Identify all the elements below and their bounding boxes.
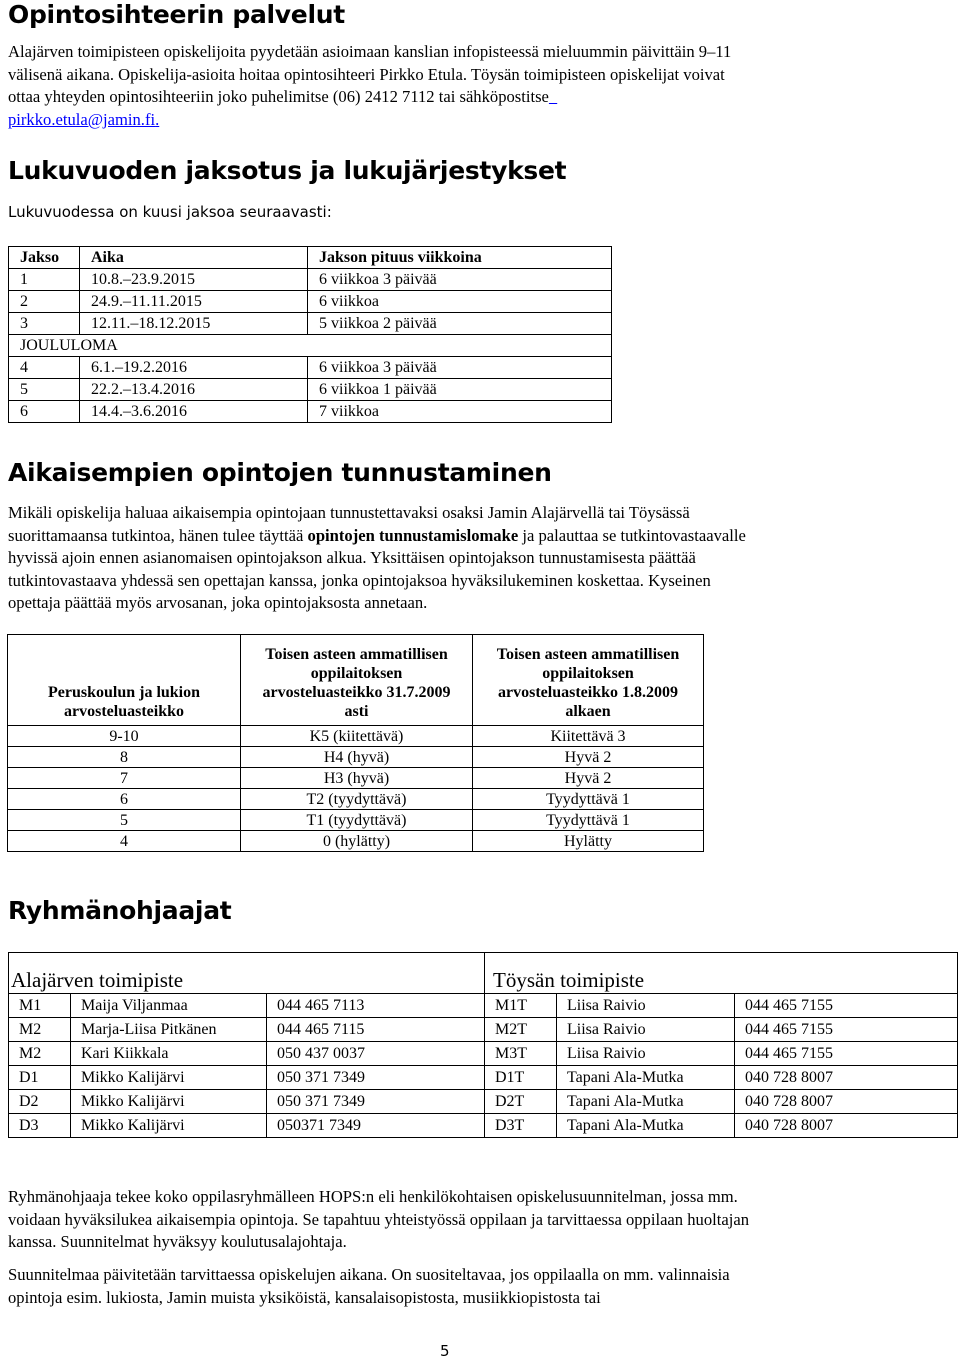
text-line	[8, 86, 958, 109]
advisor-name: Liisa Raivio	[557, 994, 735, 1018]
table-cell: 6	[8, 789, 241, 810]
table-row	[9, 401, 612, 423]
table-cell: 24.9.–11.11.2015	[80, 291, 308, 313]
table-cell: Kiitettävä 3	[473, 726, 704, 747]
group-code: M1	[9, 994, 71, 1018]
text-line: kanssa. Suunnitelmat hyväksyy koulutusalajohtaja.	[8, 1232, 347, 1252]
advisor-name: Tapani Ala-Mutka	[557, 1090, 735, 1114]
phone-number: 050 437 0037	[267, 1042, 485, 1066]
hops-paragraph	[8, 1186, 958, 1254]
text-line: tutkintovastaava yhdessä sen opettajan kanssa, jonka opintojaksoa hyväksilukeminen koskettaa. Kyseinen	[8, 570, 711, 590]
text-line: opintoja esim. lukiosta, Jamin muista yksiköistä, kansalaisopistosta, musiikkiopistosta tai	[8, 1287, 601, 1307]
table-cell: Tyydyttävä 1	[473, 810, 704, 831]
advisor-name: Tapani Ala-Mutka	[557, 1114, 735, 1138]
table-row	[9, 1066, 958, 1090]
update-paragraph	[8, 1264, 958, 1309]
phone-number: 050 371 7349	[267, 1066, 485, 1090]
section-subtitle: Lukuvuodessa on kuusi jaksoa seuraavasti:	[8, 203, 332, 221]
text-line: voidaan hyväksilukea aikaisempia opintoja. Se tapahtuu yhteistyössä oppilaan ja tarvittaessa oppilaan huoltajan	[8, 1209, 749, 1229]
table-cell: H4 (hyvä)	[241, 747, 473, 768]
text-line: välisenä aikana. Opiskelija-asioita hoitaa opintosihteeri Pirkko Etula. Töysän toimipisteen opiskelijat voivat	[8, 64, 725, 84]
table-row	[9, 291, 612, 313]
table-cell: 14.4.–3.6.2016	[80, 401, 308, 423]
tunnustaminen-paragraph	[8, 502, 958, 615]
text-fragment: ja palauttaa se tutkintovastaavalle	[522, 525, 746, 545]
table-row	[9, 1090, 958, 1114]
table-cell: Hyvä 2	[473, 768, 704, 789]
table-cell: 9-10	[8, 726, 241, 747]
text-fragment: ottaa yhteyden opintosihteeriin joko puhelimitse (06) 2412 7112 tai sähköpostitse	[8, 87, 549, 107]
grade-row	[8, 810, 704, 831]
table-cell: 4	[8, 831, 241, 852]
text-line: Alajärven toimipisteen opiskelijoita pyydetään asioimaan kanslian infopisteessä mieluummin päivittäin 9–11	[8, 42, 732, 61]
group-code: M2T	[485, 1018, 557, 1042]
table-cell: 3	[9, 313, 80, 335]
group-code: D2	[9, 1090, 71, 1114]
text-line: hyvissä ajoin ennen asianomaisen opintojakson alkua. Yksittäisen opintojakson tunnustamisesta päättää	[8, 548, 696, 568]
phone-number: 040 728 8007	[735, 1066, 958, 1090]
advisor-name: Marja-Liisa Pitkänen	[71, 1018, 267, 1042]
advisor-name: Mikko Kalijärvi	[71, 1090, 267, 1114]
link-gap	[549, 87, 557, 106]
text-line	[8, 109, 958, 132]
advisor-name: Liisa Raivio	[557, 1042, 735, 1066]
header-cell: Toisen asteen ammatillisen oppilaitoksen arvosteluasteikko 31.7.2009 asti	[241, 635, 473, 726]
table-cell: 1	[9, 269, 80, 291]
table-cell: 4	[9, 357, 80, 379]
table-row	[9, 357, 612, 379]
table-cell: 5	[8, 810, 241, 831]
table-header-row	[9, 247, 612, 269]
table-cell: H3 (hyvä)	[241, 768, 473, 789]
group-code: D1	[9, 1066, 71, 1090]
header-cell: Peruskoulun ja lukion arvosteluasteikko	[8, 635, 241, 726]
text-line: Suunnitelmaa päivitetään tarvittaessa opiskelujen aikana. On suositeltavaa, jos oppilaalla on mm. valinnaisia	[8, 1265, 730, 1284]
phone-number: 044 465 7155	[735, 994, 958, 1018]
section-title-ryhmanohjaajat: Ryhmänohjaajat	[8, 896, 232, 925]
header-cell: Aika	[80, 247, 308, 269]
text-line	[8, 525, 958, 548]
header-cell: Jakson pituus viikkoina	[308, 247, 612, 269]
toysa-heading: Töysän toimipiste	[485, 953, 958, 994]
table-cell: Hylätty	[473, 831, 704, 852]
header-cell: Toisen asteen ammatillisen oppilaitoksen arvosteluasteikko 1.8.2009 alkaen	[473, 635, 704, 726]
header-cell: Jakso	[9, 247, 80, 269]
form-name: opintojen tunnustamislomake	[307, 525, 519, 545]
table-cell: 12.11.–18.12.2015	[80, 313, 308, 335]
grade-row	[8, 768, 704, 789]
phone-number: 050371 7349	[267, 1114, 485, 1138]
phone-number: 044 465 7115	[267, 1018, 485, 1042]
grade-table	[7, 634, 704, 852]
table-row	[9, 379, 612, 401]
table-cell: Tyydyttävä 1	[473, 789, 704, 810]
phone-number: 044 465 7113	[267, 994, 485, 1018]
group-code: D1T	[485, 1066, 557, 1090]
advisor-name: Mikko Kalijärvi	[71, 1066, 267, 1090]
table-cell: Hyvä 2	[473, 747, 704, 768]
table-cell: 8	[8, 747, 241, 768]
table-cell: 5 viikkoa 2 päivää	[308, 313, 612, 335]
group-code: D3	[9, 1114, 71, 1138]
table-row	[9, 1042, 958, 1066]
group-code: M2	[9, 1018, 71, 1042]
table-cell: 10.8.–23.9.2015	[80, 269, 308, 291]
grade-header-row	[8, 635, 704, 726]
phone-number: 040 728 8007	[735, 1090, 958, 1114]
table-row	[9, 1114, 958, 1138]
table-row	[9, 269, 612, 291]
page-number: 5	[440, 1342, 450, 1360]
jakso-table	[8, 246, 612, 423]
advisor-name: Liisa Raivio	[557, 1018, 735, 1042]
grade-row	[8, 831, 704, 852]
grade-row	[8, 747, 704, 768]
table-cell: 22.2.–13.4.2016	[80, 379, 308, 401]
text-line: opettaja päättää myös arvosanan, joka opintojaksosta annetaan.	[8, 593, 428, 613]
table-row	[9, 994, 958, 1018]
table-cell: 2	[9, 291, 80, 313]
group-code: M1T	[485, 994, 557, 1018]
table-cell: 6 viikkoa	[308, 291, 612, 313]
group-code: M2	[9, 1042, 71, 1066]
table-row-holiday	[9, 335, 612, 357]
section-title-opintosihteeri: Opintosihteerin palvelut	[8, 0, 345, 29]
holiday-cell: JOULULOMA	[9, 335, 612, 357]
email-link[interactable]: pirkko.etula@jamin.fi	[8, 109, 156, 129]
group-advisors-table	[8, 952, 958, 1138]
opintosihteeri-paragraph	[8, 41, 958, 131]
alajarvi-heading: Alajärven toimipiste	[9, 953, 485, 994]
table-cell: 5	[9, 379, 80, 401]
text-line: Mikäli opiskelija haluaa aikaisempia opintojaan tunnustettavaksi osaksi Jamin Alajärvellä tai Töysässä	[8, 503, 690, 522]
table-cell: 0 (hylätty)	[241, 831, 473, 852]
table-cell: K5 (kiitettävä)	[241, 726, 473, 747]
advisor-name: Mikko Kalijärvi	[71, 1114, 267, 1138]
table-cell: 7 viikkoa	[308, 401, 612, 423]
table-cell: 6	[9, 401, 80, 423]
table-cell: 6 viikkoa 3 päivää	[308, 269, 612, 291]
phone-number: 050 371 7349	[267, 1090, 485, 1114]
table-cell: 7	[8, 768, 241, 789]
email-period: .	[155, 109, 160, 129]
table-cell: T2 (tyydyttävä)	[241, 789, 473, 810]
section-title-tunnustaminen: Aikaisempien opintojen tunnustaminen	[8, 458, 552, 487]
table-row	[9, 313, 612, 335]
text-line: Ryhmänohjaaja tekee koko oppilasryhmälleen HOPS:n eli henkilökohtaisen opiskelusuunnitelman, jossa mm.	[8, 1187, 738, 1206]
phone-number: 040 728 8007	[735, 1114, 958, 1138]
group-code: M3T	[485, 1042, 557, 1066]
phone-number: 044 465 7155	[735, 1042, 958, 1066]
grade-row	[8, 789, 704, 810]
text-fragment: suorittamaansa tutkintoa, hänen tulee täyttää	[8, 525, 304, 545]
table-cell: 6 viikkoa 3 päivää	[308, 357, 612, 379]
group-code: D3T	[485, 1114, 557, 1138]
table-row	[9, 1018, 958, 1042]
advisor-name: Maija Viljanmaa	[71, 994, 267, 1018]
advisor-name: Kari Kiikkala	[71, 1042, 267, 1066]
table-cell: 6.1.–19.2.2016	[80, 357, 308, 379]
phone-number: 044 465 7155	[735, 1018, 958, 1042]
advisors-header-row	[9, 953, 958, 994]
group-code: D2T	[485, 1090, 557, 1114]
advisor-name: Tapani Ala-Mutka	[557, 1066, 735, 1090]
section-title-lukuvuosi: Lukuvuoden jaksotus ja lukujärjestykset	[8, 156, 567, 185]
grade-row	[8, 726, 704, 747]
table-cell: 6 viikkoa 1 päivää	[308, 379, 612, 401]
table-cell: T1 (tyydyttävä)	[241, 810, 473, 831]
